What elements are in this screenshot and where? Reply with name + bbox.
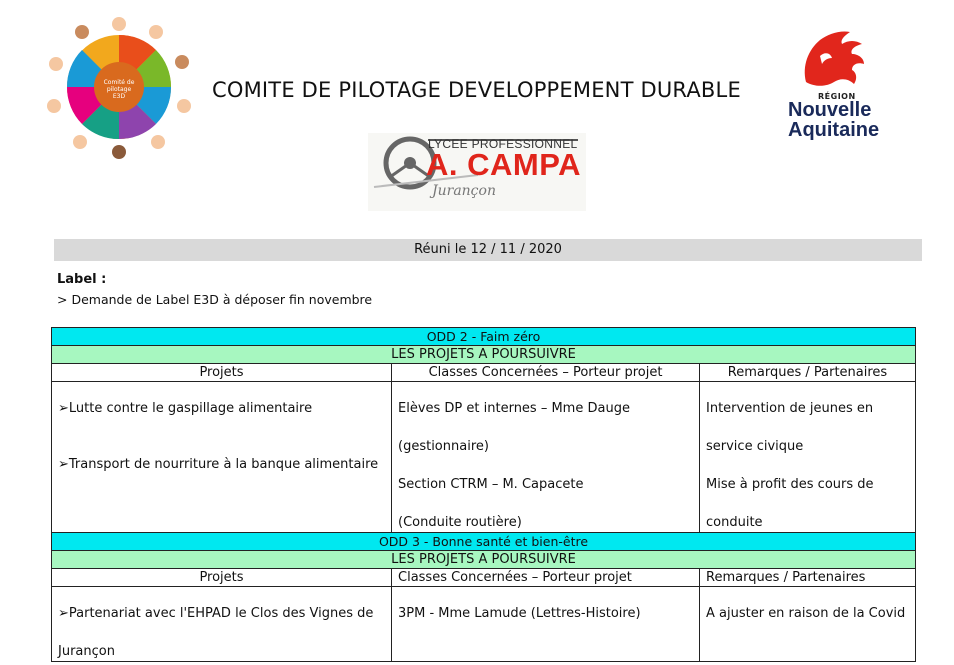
column-header-row	[52, 569, 916, 587]
region-small-label: RÉGION	[818, 92, 856, 101]
school-type: LYCEE PROFESSIONNEL	[428, 137, 578, 151]
project-line: ➢Partenariat avec l'EHPAD le Clos des Vignes de	[58, 606, 374, 621]
label-item: > Demande de Label E3D à déposer fin novembre	[57, 292, 373, 307]
remarks-cell	[700, 587, 916, 662]
projects-cell	[52, 587, 392, 662]
odd-row	[52, 533, 916, 551]
document-title: COMITE DE PILOTAGE DEVELOPPEMENT DURABLE	[212, 78, 741, 102]
odd-row	[52, 328, 916, 346]
classes-line: Elèves DP et internes – Mme Dauge	[398, 401, 630, 416]
section-subtitle-row	[52, 346, 916, 364]
e3d-committee-logo	[44, 14, 194, 160]
school-town: Jurançon	[432, 183, 496, 199]
school-name: A. CAMPA	[426, 147, 581, 182]
column-header-row	[52, 364, 916, 382]
column-header-classes: Classes Concernées – Porteur projet	[392, 569, 700, 587]
table-row	[52, 382, 916, 533]
classes-cell	[392, 382, 700, 533]
classes-cell	[392, 587, 700, 662]
classes-line: (Conduite routière)	[398, 515, 522, 530]
odd-title: ODD 2 - Faim zéro	[52, 328, 916, 346]
label-heading: Label :	[57, 272, 107, 287]
column-header-projets: Projets	[52, 569, 392, 587]
column-header-projets: Projets	[52, 364, 392, 382]
classes-line: (gestionnaire)	[398, 439, 489, 454]
project-line: Jurançon	[58, 644, 115, 659]
region-line2: Aquitaine	[788, 119, 880, 141]
region-nouvelle-aquitaine-logo	[786, 26, 886, 141]
remarks-line: A ajuster en raison de la Covid	[706, 606, 906, 621]
column-header-remarques: Remarques / Partenaires	[700, 569, 916, 587]
project-item: ➢Transport de nourriture à la banque alimentaire	[58, 457, 379, 472]
school-logo	[368, 133, 586, 211]
classes-line: 3PM - Mme Lamude (Lettres-Histoire)	[398, 606, 641, 621]
remarks-line: service civique	[706, 439, 804, 454]
table-row	[52, 587, 916, 662]
logo-center-line3: E3D	[112, 93, 126, 100]
region-name	[788, 100, 879, 140]
remarks-cell	[700, 382, 916, 533]
lion-head-icon	[798, 26, 868, 90]
logo-center-line1: Comité de	[103, 79, 135, 86]
projects-cell	[52, 382, 392, 533]
meeting-date-bar: Réuni le 12 / 11 / 2020	[54, 239, 922, 261]
remarks-line: Mise à profit des cours de	[706, 477, 874, 492]
section-subtitle: LES PROJETS A POURSUIVRE	[52, 346, 916, 364]
column-header-classes: Classes Concernées – Porteur projet	[392, 364, 700, 382]
section-subtitle: LES PROJETS A POURSUIVRE	[52, 551, 916, 569]
project-item: ➢Lutte contre le gaspillage alimentaire	[58, 401, 313, 416]
section-subtitle-row	[52, 551, 916, 569]
remarks-line: Intervention de jeunes en	[706, 401, 874, 416]
classes-line: Section CTRM – M. Capacete	[398, 477, 584, 492]
odd-projects-table	[51, 327, 916, 662]
region-line1: Nouvelle	[788, 99, 872, 121]
logo-center-line2: pilotage	[106, 86, 132, 93]
odd-title: ODD 3 - Bonne santé et bien-être	[52, 533, 916, 551]
remarks-line: conduite	[706, 515, 763, 530]
column-header-remarques: Remarques / Partenaires	[700, 364, 916, 382]
